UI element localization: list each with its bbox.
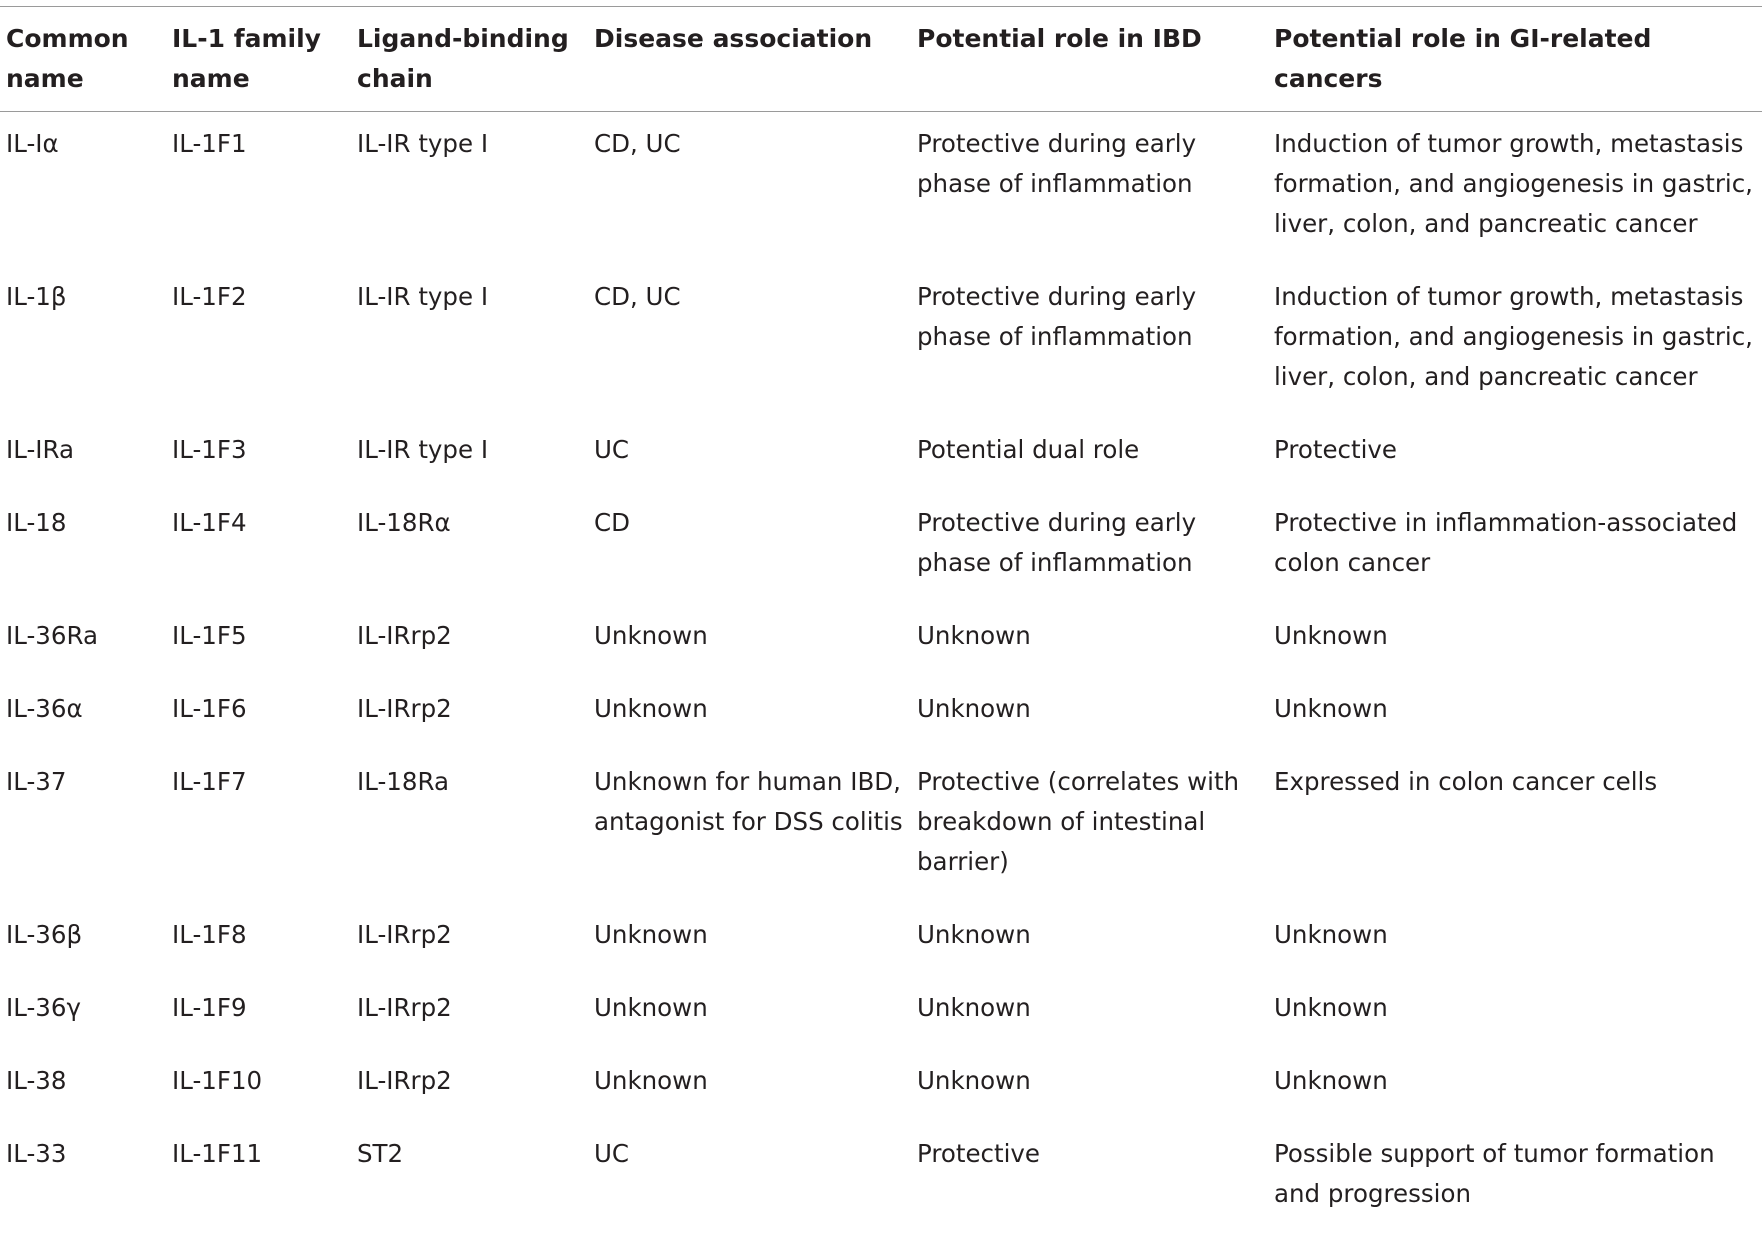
cell-role-in-ibd: Potential dual role xyxy=(911,416,1268,489)
cell-role-in-gi-cancers: Protective in inflammation-associated colon cancer xyxy=(1268,489,1762,602)
cell-role-in-gi-cancers: Expressed in colon cancer cells xyxy=(1268,748,1762,901)
table-row xyxy=(0,1120,1762,1233)
cell-ligand-binding-chain: ST2 xyxy=(351,1120,588,1233)
cell-ligand-binding-chain: IL-IR type I xyxy=(351,416,588,489)
cell-role-in-ibd: Unknown xyxy=(911,974,1268,1047)
cell-il1-family-name: IL-1F7 xyxy=(166,748,351,901)
table-header xyxy=(0,7,1762,112)
cell-common-name: IL-38 xyxy=(0,1047,166,1120)
header-disease-association: Disease association xyxy=(588,7,911,112)
cell-disease-association: Unknown xyxy=(588,974,911,1047)
cell-role-in-gi-cancers: Unknown xyxy=(1268,901,1762,974)
table-row xyxy=(0,263,1762,416)
cell-common-name: IL-36β xyxy=(0,901,166,974)
cell-common-name: IL-33 xyxy=(0,1120,166,1233)
cell-role-in-gi-cancers: Unknown xyxy=(1268,675,1762,748)
cell-common-name: IL-36α xyxy=(0,675,166,748)
cell-il1-family-name: IL-1F5 xyxy=(166,602,351,675)
table-row xyxy=(0,675,1762,748)
cell-disease-association: Unknown xyxy=(588,1047,911,1120)
table-row xyxy=(0,489,1762,602)
cell-role-in-ibd: Protective during early phase of inflammation xyxy=(911,263,1268,416)
cell-il1-family-name: IL-1F11 xyxy=(166,1120,351,1233)
cell-ligand-binding-chain: IL-IRrp2 xyxy=(351,1047,588,1120)
header-row xyxy=(0,7,1762,112)
cell-common-name: IL-1β xyxy=(0,263,166,416)
cell-role-in-gi-cancers: Unknown xyxy=(1268,974,1762,1047)
header-role-in-gi-cancers: Potential role in GI-related cancers xyxy=(1268,7,1762,112)
cell-common-name: IL-37 xyxy=(0,748,166,901)
cell-disease-association: CD, UC xyxy=(588,112,911,264)
cell-role-in-ibd: Unknown xyxy=(911,602,1268,675)
cell-disease-association: Unknown xyxy=(588,901,911,974)
header-role-in-ibd: Potential role in IBD xyxy=(911,7,1268,112)
cell-disease-association: Unknown xyxy=(588,602,911,675)
il1-family-table xyxy=(0,6,1762,1233)
cell-role-in-ibd: Protective xyxy=(911,1120,1268,1233)
cell-common-name: IL-36Ra xyxy=(0,602,166,675)
cell-role-in-gi-cancers: Induction of tumor growth, metastasis formation, and angiogenesis in gastric, liver, colon, and pancreatic cancer xyxy=(1268,263,1762,416)
cell-role-in-ibd: Unknown xyxy=(911,675,1268,748)
table-body xyxy=(0,112,1762,1233)
cell-ligand-binding-chain: IL-IRrp2 xyxy=(351,675,588,748)
cell-common-name: IL-18 xyxy=(0,489,166,602)
header-common-name: Common name xyxy=(0,7,166,112)
cell-common-name: IL-36γ xyxy=(0,974,166,1047)
cell-il1-family-name: IL-1F8 xyxy=(166,901,351,974)
cell-il1-family-name: IL-1F6 xyxy=(166,675,351,748)
cell-il1-family-name: IL-1F2 xyxy=(166,263,351,416)
cell-ligand-binding-chain: IL-IRrp2 xyxy=(351,602,588,675)
header-il1-family-name: IL-1 family name xyxy=(166,7,351,112)
cell-ligand-binding-chain: IL-18Ra xyxy=(351,748,588,901)
table-row xyxy=(0,748,1762,901)
cell-il1-family-name: IL-1F9 xyxy=(166,974,351,1047)
cell-role-in-ibd: Protective during early phase of inflammation xyxy=(911,489,1268,602)
cell-disease-association: CD xyxy=(588,489,911,602)
cell-disease-association: CD, UC xyxy=(588,263,911,416)
cell-ligand-binding-chain: IL-IR type I xyxy=(351,263,588,416)
cell-disease-association: UC xyxy=(588,416,911,489)
cell-common-name: IL-Iα xyxy=(0,112,166,264)
cell-ligand-binding-chain: IL-IRrp2 xyxy=(351,974,588,1047)
cell-role-in-gi-cancers: Possible support of tumor formation and progression xyxy=(1268,1120,1762,1233)
table-row xyxy=(0,974,1762,1047)
cell-role-in-ibd: Protective during early phase of inflammation xyxy=(911,112,1268,264)
table-row xyxy=(0,602,1762,675)
cell-il1-family-name: IL-1F1 xyxy=(166,112,351,264)
table-row xyxy=(0,901,1762,974)
cell-role-in-ibd: Unknown xyxy=(911,1047,1268,1120)
cell-disease-association: Unknown xyxy=(588,675,911,748)
cell-disease-association: Unknown for human IBD, antagonist for DSS colitis xyxy=(588,748,911,901)
cell-disease-association: UC xyxy=(588,1120,911,1233)
cell-il1-family-name: IL-1F3 xyxy=(166,416,351,489)
table-row xyxy=(0,416,1762,489)
cell-role-in-ibd: Unknown xyxy=(911,901,1268,974)
header-ligand-binding-chain: Ligand-binding chain xyxy=(351,7,588,112)
cell-ligand-binding-chain: IL-IRrp2 xyxy=(351,901,588,974)
cell-ligand-binding-chain: IL-18Rα xyxy=(351,489,588,602)
table-row xyxy=(0,112,1762,264)
cell-role-in-ibd: Protective (correlates with breakdown of intestinal barrier) xyxy=(911,748,1268,901)
cell-il1-family-name: IL-1F4 xyxy=(166,489,351,602)
cell-role-in-gi-cancers: Unknown xyxy=(1268,1047,1762,1120)
cell-ligand-binding-chain: IL-IR type I xyxy=(351,112,588,264)
cell-il1-family-name: IL-1F10 xyxy=(166,1047,351,1120)
cell-role-in-gi-cancers: Protective xyxy=(1268,416,1762,489)
cell-role-in-gi-cancers: Induction of tumor growth, metastasis formation, and angiogenesis in gastric, liver, colon, and pancreatic cancer xyxy=(1268,112,1762,264)
cell-role-in-gi-cancers: Unknown xyxy=(1268,602,1762,675)
cell-common-name: IL-IRa xyxy=(0,416,166,489)
